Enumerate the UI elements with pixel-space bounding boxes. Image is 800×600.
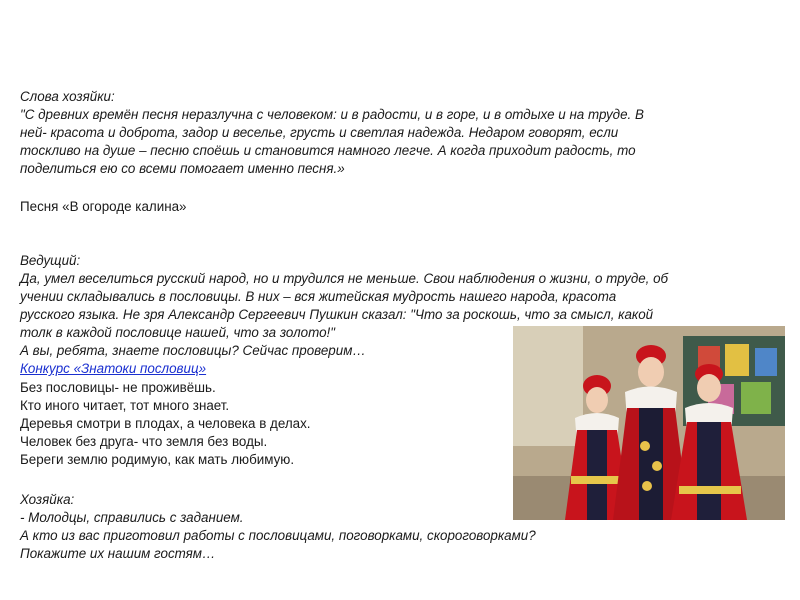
proverb-item: Кто иного читает, тот много знает. <box>20 398 230 413</box>
host-text-line: учении складывались в пословицы. В них – вся житейская мудрость нашего народа, красота <box>20 289 617 304</box>
host-heading: Ведущий: <box>20 253 81 268</box>
host-text-line: А вы, ребята, знаете пословицы? Сейчас проверим… <box>20 343 366 358</box>
hostess-text-line: тоскливо на душе – песню споёшь и становится намного легче. А когда приходит радость, то <box>20 143 636 158</box>
hostess-outro-line: А кто из вас приготовил работы с пословицами, поговорками, скороговорками? <box>20 528 536 543</box>
proverb-item: Без пословицы- не проживёшь. <box>20 380 216 395</box>
host-text-line: Да, умел веселиться русский народ, но и трудился не меньше. Свои наблюдения о жизни, о труде, об <box>20 271 669 286</box>
poster <box>725 344 749 376</box>
hostess-text-line: ней- красота и доброта, задор и веселье, грусть и светлая надежда. Недаром говорят, если <box>20 125 619 140</box>
host-text-line: толк в каждой пословице нашей, что за золото!" <box>20 325 335 340</box>
hostess-text-line: "С древних времён песня неразлучна с человеком: и в радости, и в горе, и в отдыхе и на труде. В <box>20 107 644 122</box>
hostess-outro-line: Покажите их нашим гостям… <box>20 546 216 561</box>
song-title: Песня «В огороде калина» <box>20 199 187 214</box>
proverb-item: Береги землю родимую, как мать любимую. <box>20 452 295 467</box>
hostess-outro-heading: Хозяйка: <box>20 492 75 507</box>
proverb-item: Деревья смотри в плодах, а человека в делах. <box>20 416 311 431</box>
hostess-heading: Слова хозяйки: <box>20 89 115 104</box>
girls-in-folk-costume-photo <box>513 326 785 520</box>
photo-illustration <box>513 326 785 520</box>
poster <box>741 382 771 414</box>
hostess-outro-line: - Молодцы, справились с заданием. <box>20 510 244 525</box>
proverb-item: Человек без друга- что земля без воды. <box>20 434 268 449</box>
hostess-text-line: поделиться ею со всеми помогает именно песня.» <box>20 161 345 176</box>
window-light <box>513 326 583 446</box>
poster <box>755 348 777 376</box>
contest-link[interactable]: Конкурс «Знатоки пословиц» <box>20 361 207 376</box>
host-text-line: русского языка. Не зря Александр Сергеевич Пушкин сказал: "Что за роскошь, что за смысл, какой <box>20 307 654 322</box>
